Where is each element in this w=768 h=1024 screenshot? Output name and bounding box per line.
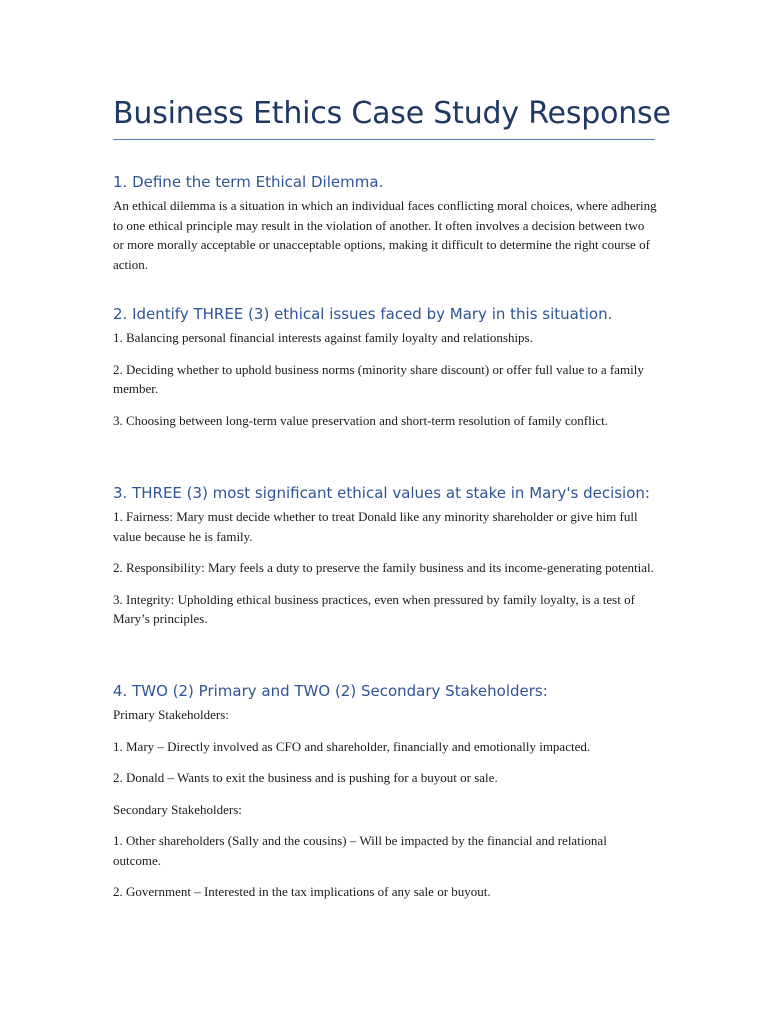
list-item: 2. Donald – Wants to exit the business and is pushing for a buyout or sale. [113, 770, 498, 785]
list-item: 3. Choosing between long-term value preservation and short-term resolution of family conflict. [113, 412, 608, 428]
subheading-secondary-stakeholders: Secondary Stakeholders: [113, 801, 242, 817]
section-heading: 2. Identify THREE (3) ethical issues faced by Mary in this situation. [113, 305, 613, 323]
list-item: 2. Responsibility: Mary feels a duty to preserve the family business and its income-generating potential. [113, 560, 654, 575]
subheading-primary-stakeholders: Primary Stakeholders: [113, 707, 229, 722]
list-item: 2. Government – Interested in the tax implications of any sale or buyout. [113, 884, 491, 899]
section-ethical-values [113, 482, 658, 629]
list-item: 1. Fairness: Mary must decide whether to treat Donald like any minority shareholder or give him full value because he is family. [113, 509, 638, 544]
section-heading: 4. TWO (2) Primary and TWO (2) Secondary Stakeholders: [113, 682, 548, 700]
section-heading: 1. Define the term Ethical Dilemma. [113, 173, 384, 191]
section-heading: 3. THREE (3) most significant ethical values at stake in Mary's decision: [113, 484, 650, 502]
section-define-ethical-dilemma [113, 171, 658, 274]
title-underline [113, 139, 655, 140]
section-ethical-issues [113, 303, 658, 430]
list-item: 1. Other shareholders (Sally and the cousins) – Will be impacted by the financial and relational outcome. [113, 833, 607, 868]
page-title: Business Ethics Case Study Response [113, 96, 671, 131]
section-stakeholders [113, 680, 658, 902]
list-item: 1. Mary – Directly involved as CFO and shareholder, financially and emotionally impacted. [113, 738, 591, 754]
list-item: 3. Integrity: Upholding ethical business practices, even when pressured by family loyalty, is a test of Mary’s principles. [113, 591, 635, 626]
list-item: 2. Deciding whether to uphold business norms (minority share discount) or offer full value to a family member. [113, 361, 644, 396]
paragraph: An ethical dilemma is a situation in which an individual faces conflicting moral choices, where adhering to one ethical principle may result in the violation of another. It often involves a decision between two or more morally acceptable or unacceptable options, making it difficult to determine the right course of action. [113, 198, 657, 272]
list-item: 1. Balancing personal financial interests against family loyalty and relationships. [113, 330, 533, 345]
